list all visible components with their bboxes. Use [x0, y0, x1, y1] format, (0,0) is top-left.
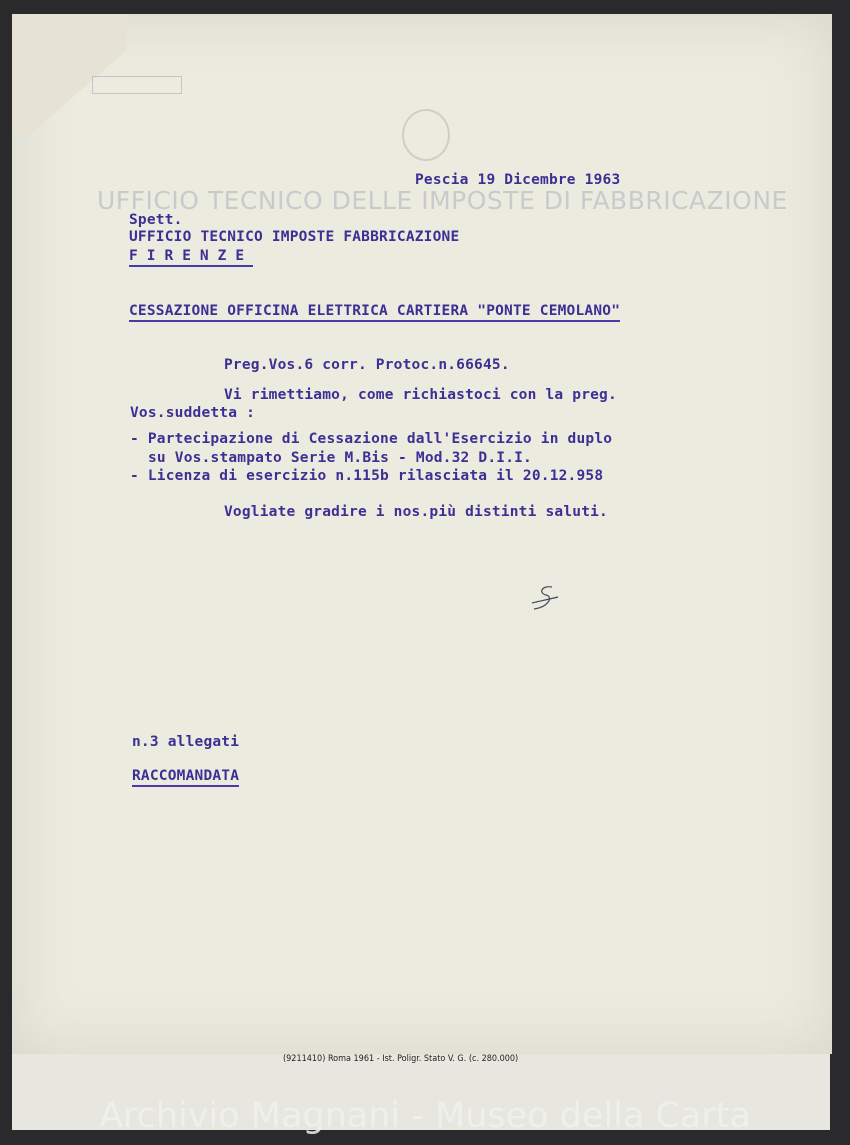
reference-line: Preg.Vos.6 corr. Protoc.n.66645. [224, 357, 510, 373]
handwritten-initial [524, 579, 564, 619]
emblem-icon [402, 109, 450, 161]
letter-paper [12, 14, 832, 1054]
show-through-header: UFFICIO TECNICO DELLE IMPOSTE DI FABBRICAZIONE [97, 186, 788, 215]
list-item-1-line-2: su Vos.stampato Serie M.Bis - Mod.32 D.I.I. [148, 450, 532, 466]
form-stamp-box [92, 76, 182, 94]
folded-corner [12, 14, 127, 134]
archive-watermark: Archivio Magnani - Museo della Carta [99, 1096, 751, 1136]
registered-mail-note: RACCOMANDATA [132, 768, 239, 787]
list-item-2: - Licenza di esercizio n.115b rilasciata il 20.12.958 [130, 468, 604, 484]
letter-subject: CESSAZIONE OFFICINA ELETTRICA CARTIERA "PONTE CEMOLANO" [129, 303, 620, 322]
letter-date: Pescia 19 Dicembre 1963 [415, 172, 621, 188]
printer-imprint: (9211410) Roma 1961 - Ist. Poligr. Stato V. G. (c. 280.000) [283, 1054, 519, 1064]
attachments-note: n.3 allegati [132, 734, 240, 750]
recipient-city: FIRENZE [129, 248, 253, 267]
recipient-salutation: Spett. [129, 212, 183, 228]
recipient-name: UFFICIO TECNICO IMPOSTE FABBRICAZIONE [129, 229, 460, 245]
body-line-1: Vi rimettiamo, come richiastoci con la preg. [224, 387, 617, 403]
body-line-2: Vos.suddetta : [130, 405, 256, 421]
list-item-1-line-1: - Partecipazione di Cessazione dall'Esercizio in duplo [130, 431, 613, 447]
closing-line: Vogliate gradire i nos.più distinti saluti. [224, 504, 608, 520]
